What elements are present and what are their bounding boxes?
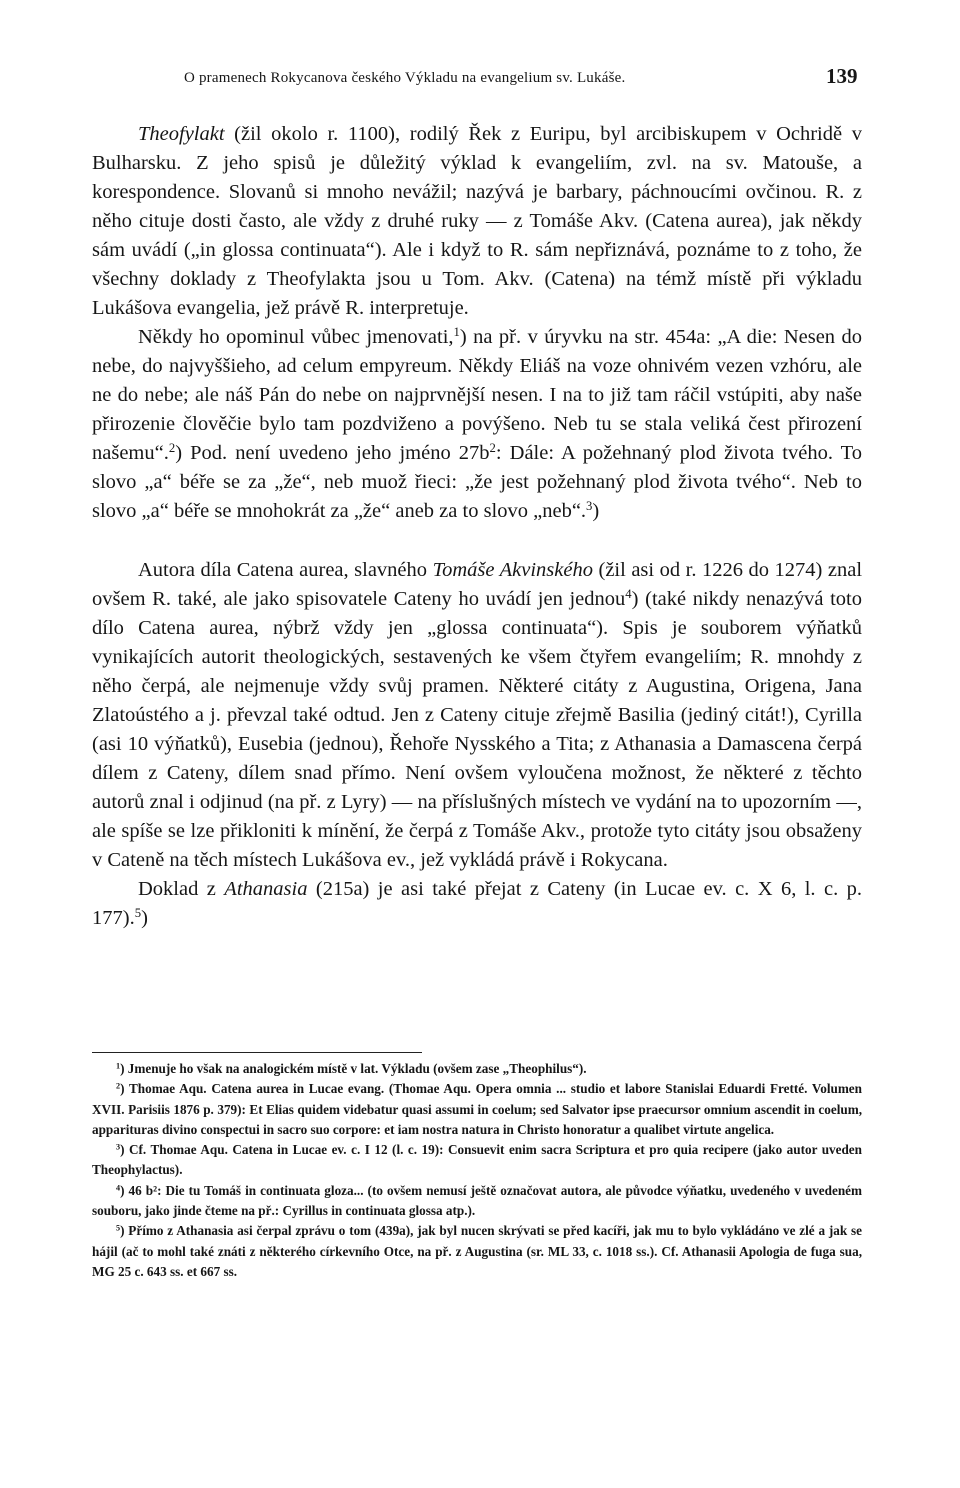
footnote-ref: 3: [586, 499, 593, 514]
paragraph-quotation: [92, 323, 862, 526]
paragraph-text: (žil asi od r. 1226 do 1274) znal ovšem R. také, ale jako spisovatele Cateny ho uvádí jen jednou: [92, 559, 863, 610]
paragraph-text: ) na př. v úryvku na str. 454a: „A die: Nesen do nebe, do najvyššieho, ad celum empyreum. Někdy Eliáš na voze ohnivém vezen vzhóru, ale ne do nebe; ale náš Pán do nebe on najprvnější nesen. I na to již tam ráčil vstúpiti, aby naše přirozenie člověčie bylo tam pozdviženo a povýšeno. Neb tu se stala veliká čest přirození našemu“.: [92, 326, 862, 464]
footnote-mark: 4: [116, 1183, 121, 1193]
footnote: [92, 1059, 862, 1079]
page-number: 139: [826, 64, 858, 88]
superscript: 2: [489, 441, 496, 456]
footnote-text: ) Thomae Aqu. Catena aurea in Lucae evang. (Thomae Aqu. Opera omnia ... studio et labore Stanislai Eduardi Fretté. Volumen XVII. Parisiis 1876 p. 379): Et Elias quidem videbatur quasi assumi in coelum; sed Salvator ipse praecursor omnium ascendit in coelum, apparituras divino conspectui in sacro suo corpore: et iam nostra natura in Christo honoratur a qualibet virtute angelica.: [92, 1081, 862, 1137]
paragraph-athanasius: [92, 875, 862, 933]
footnote-text: ) Jmenuje ho však na analogickém místě v lat. Výkladu (ovšem zase „Theophilus“).: [120, 1061, 587, 1076]
footnote-text: ) Přímo z Athanasia asi čerpal zprávu o tom (439a), jak byl nucen skrývati se před kacíři, jak mu to bylo vykládáno ve zlé a jak se hájil (ač to mohl také znáti z některého církevního Otce, na př. z Augustina (sr. ML 33, c. 1018 ss.). Cf. Athanasii Apologia de fuga sua, MG 25 c. 643 ss. et 667 ss.: [92, 1223, 862, 1279]
paragraph-text: ) (také nikdy nenazývá toto dílo Catena aurea, nýbrž vždy jen „glossa continuata“). Spis je souborem výňatků vynikajících autorit theologických, sestavených ke všem čtyřem evangeliím; R. mnohdy z něho čerpá, ale nejmenuje vždy svůj pramen. Některé citáty z Augustina, Origena, Jana Zlatoústého a j. převzal také odtud. Jen z Cateny cituje zřejmě Basilia (jediný citát!), Cyrilla (asi 10 výňatků), Eusebia (jednou), Řehoře Nysského a Tita; z Athanasia a Damascena čerpá dílem z Cateny, dílem snad přímo. Není ovšem vyloučena možnost, že některé z těchto autorů znal i odjinud (na př. z Lyry) — na příslušných místech ve vydání na to upozorním —, ale spíše se lze přikloniti k mínění, že čerpá z Tomáše Akv., protože tyto citáty jsou obsaženy v Cateně na těch místech Lukášova ev., jež vykládá právě i Rokycana.: [92, 588, 862, 871]
paragraph-text: : Dále: A požehnaný plod života tvého. To slovo „a“ béře se za „že“, neb muož řieci: „že jest požehnaný plod života tvého“. Neb to slovo „a“ béře se mnohokrát za „že“ aneb za to slovo „neb“.: [92, 442, 862, 522]
paragraph-theofylakt: [92, 120, 862, 323]
footnote-ref: 5: [134, 906, 142, 921]
footnote-mark: 2: [116, 1081, 121, 1091]
footnote-text: ) Cf. Thomae Aqu. Catena in Lucae ev. c. I 12 (l. c. 19): Consuevit enim sacra Scriptura et pro quia recipere (jako autor uveden Theophylactus).: [92, 1142, 862, 1178]
main-text: [92, 120, 862, 933]
running-head: O pramenech Rokycanova českého Výkladu na evangelium sv. Lukáše.: [184, 70, 626, 86]
footnote-divider: [92, 1052, 422, 1053]
footnote-mark: 1: [116, 1061, 121, 1071]
author-name: Theofylakt: [138, 123, 225, 145]
paragraph-text: Někdy ho opominul vůbec jmenovati,: [138, 326, 454, 348]
footnote-mark: 5: [116, 1223, 121, 1233]
footnote: [92, 1221, 862, 1282]
paragraph-text: Doklad z: [138, 878, 225, 900]
paragraph-text: (žil okolo r. 1100), rodilý Řek z Euripu, byl arcibiskupem v Ochridě v Bulharsku. Z jeho spisů je důležitý výklad k evangeliím, zvl. na sv. Matouše, a korespondence. Slovanů si mnoho nevážil; nazývá je barbary, páchnoucími ovčinou. R. z něho cituje dosti často, ale vždy z druhé ruky — z Tomáše Akv. (Catena aurea), jak někdy sám uvádí („in glossa continuata“). Ale i když to R. sám nepřiznává, poznáme to z toho, že všechny doklady z Theofylakta jsou u Tom. Akv. (Catena) na témž místě při výkladu Lukášova evangelia, jež právě R. interpretuje.: [92, 123, 862, 319]
footnote-ref: 2: [168, 441, 176, 456]
author-name: Athanasia: [224, 878, 308, 900]
paragraph-text: Autora díla Catena aurea, slavného: [138, 559, 433, 581]
footnote-text: ) 46 b²: Die tu Tomáš in continuata gloza... (to ovšem nemusí ještě označovat autora, ale původce výňatku, uvedeného v uvedeném souboru, jako jinde čteme na př.: Cyrillus in continuata glossa atp.).: [92, 1182, 862, 1219]
footnote: [92, 1181, 862, 1222]
paragraph-text: ): [592, 500, 600, 522]
paragraph-text: ) Pod. není uvedeno jeho jméno 27b: [175, 442, 490, 464]
paragraph-text: ): [141, 907, 148, 929]
author-name: Tomáše Akvinského: [432, 559, 593, 581]
footnote: [92, 1140, 862, 1181]
footnote: [92, 1079, 862, 1140]
footnote-ref: 1: [453, 325, 460, 340]
paragraph-text: (215a) je asi také přejat z Cateny (in Lucae ev. c. X 6, l. c. p. 177).: [92, 878, 862, 929]
footnotes: [92, 1052, 862, 1282]
footnote-mark: 3: [116, 1142, 121, 1152]
footnote-ref: 4: [625, 587, 632, 602]
paragraph-catena: [92, 556, 862, 875]
